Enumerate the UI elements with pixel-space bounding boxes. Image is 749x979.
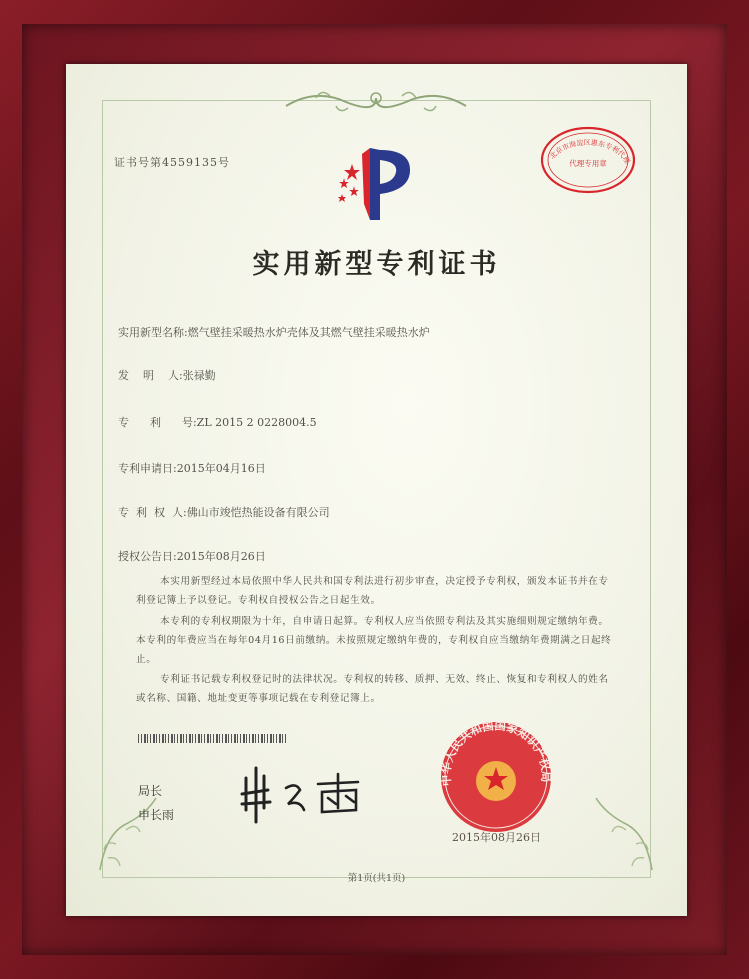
body-paragraph-1: 本实用新型经过本局依照中华人民共和国专利法进行初步审查，决定授予专利权，颁发本证书并在专利登记簿上予以登记。专利权自授权公告之日起生效。 (136, 576, 609, 606)
page-footer: 第1页(共1页) (347, 873, 406, 884)
director-name: 申长雨 (138, 808, 175, 822)
field-name-row (118, 324, 430, 340)
svg-text:代理专用章: 代理专用章 (569, 159, 607, 168)
field-holder-row (118, 504, 330, 520)
field-patent-label: 专 利 号: (118, 416, 197, 429)
field-grant-row (118, 548, 266, 564)
field-holder-label: 专 利 权 人: (118, 506, 187, 519)
field-grant-label: 授权公告日: (118, 550, 177, 563)
bottom-right-vine (576, 794, 656, 874)
field-filing-row (118, 460, 266, 476)
patent-office-logo-icon (332, 144, 416, 224)
certificate-paper (66, 64, 687, 916)
svg-text:中华人民共和国国家知识产权局: 中华人民共和国国家知识产权局 (438, 719, 554, 787)
seal-date: 2015年08月26日 (452, 831, 541, 844)
field-name-label: 实用新型名称: (118, 326, 188, 339)
field-name-value: 燃气壁挂采暖热水炉壳体及其燃气壁挂采暖热水炉 (187, 326, 430, 339)
agency-seal (538, 124, 638, 196)
body-paragraph-2: 本专利的专利权期限为十年，自申请日起算。专利权人应当依照专利法及其实施细则规定缴纳年费。本专利的年费应当在每年04月16日前缴纳。未按照规定缴纳年费的，专利权自应当缴纳年费期满之日起终止。 (136, 616, 612, 665)
national-office-seal (438, 719, 554, 835)
barcode (138, 734, 286, 743)
field-inventor-row (118, 367, 216, 383)
body-paragraph-3: 专利证书记载专利权登记时的法律状况。专利权的转移、质押、无效、终止、恢复和专利权人的姓名或名称、国籍、地址变更等事项记载在专利登记簿上。 (136, 674, 609, 704)
certificate-number: 证书号第4559135号 (114, 156, 230, 169)
field-inventor-value: 张禄勤 (182, 369, 216, 382)
field-filing-label: 专利申请日: (118, 462, 177, 475)
top-ornament (276, 84, 476, 120)
field-patent-value: ZL 2015 2 0228004.5 (196, 416, 317, 429)
field-inventor-label: 发 明 人: (118, 369, 183, 382)
field-patent-row (118, 414, 317, 430)
certificate-title: 实用新型专利证书 (252, 249, 501, 280)
field-grant-value: 2015年08月26日 (176, 550, 266, 563)
field-filing-value: 2015年04月16日 (176, 462, 266, 475)
director-signature (234, 764, 374, 826)
svg-text:北京市海淀区惠东专利代理: 北京市海淀区惠东专利代理 (548, 138, 632, 166)
field-holder-value: 佛山市竣恺热能设备有限公司 (186, 506, 330, 519)
director-title: 局长 (138, 784, 163, 798)
